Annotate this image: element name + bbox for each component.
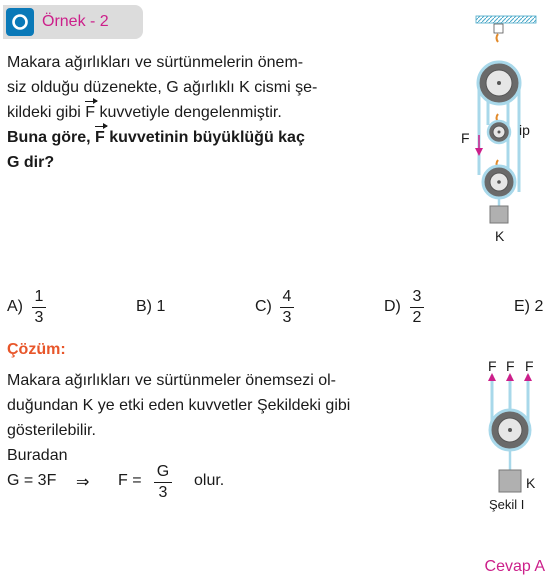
force-arrow-3	[524, 373, 532, 381]
refresh-circle-icon	[11, 13, 29, 31]
example-title: Örnek - 2	[42, 13, 109, 30]
question-prompt-line-1	[7, 125, 317, 150]
equation-suffix: olur.	[194, 472, 225, 489]
top-hook	[497, 34, 499, 42]
equation-left: G = 3F	[7, 472, 57, 489]
example-badge	[6, 8, 34, 36]
solution-line-1: Makara ağırlıkları ve sürtünmeler önemsezi ol-	[7, 372, 337, 389]
solution-line-2: duğundan K ye etki eden kuvvetler Şekildeki gibi	[7, 397, 351, 414]
pulley-system-figure	[462, 10, 552, 260]
question-line-3a: kildeki gibi	[7, 104, 81, 121]
option-a-numerator: 1	[34, 288, 44, 305]
free-body-figure	[470, 355, 550, 500]
force-label-2: F	[506, 358, 515, 374]
option-e-label: E) 2	[514, 298, 544, 315]
equation-denominator: 3	[158, 484, 168, 501]
question-prompt-a: Buna göre,	[7, 129, 91, 146]
force-vector-symbol: F	[85, 100, 95, 125]
question-prompt-line-2: G dir?	[7, 154, 55, 171]
option-c-denominator: 3	[282, 309, 292, 326]
ceiling	[476, 16, 536, 23]
solution-line-3: gösterilebilir.	[7, 422, 96, 439]
question-prompt-b: kuvvetinin büyüklüğü kaç	[109, 129, 305, 146]
question-line-3	[7, 100, 317, 125]
solution-title: Çözüm:	[7, 341, 66, 358]
answer-text: Cevap A	[484, 558, 545, 575]
mass-k-block	[490, 206, 508, 223]
option-c-fraction	[280, 288, 294, 327]
option-c-numerator: 4	[282, 288, 292, 305]
force-arrow-1	[488, 373, 496, 381]
solution-text	[7, 368, 350, 468]
question-line-3b: kuvvetiyle dengelenmiştir.	[99, 104, 282, 121]
option-d-numerator: 3	[412, 288, 422, 305]
question-line-1: Makara ağırlıkları ve sürtünmelerin önem-	[7, 54, 304, 71]
force-label-3: F	[525, 358, 534, 374]
option-a-fraction	[32, 288, 46, 327]
option-d-label: D)	[384, 298, 401, 315]
rope-label-ip: ip	[519, 122, 530, 138]
ceiling-hook-box	[494, 24, 503, 33]
implies-arrow: ⇒	[76, 474, 90, 491]
force-arrow-2	[506, 373, 514, 381]
force-label-f: F	[461, 130, 470, 146]
force-label-1: F	[488, 358, 497, 374]
question-line-2: siz olduğu düzenekte, G ağırlıklı K cismi şe-	[7, 79, 318, 96]
option-d-denominator: 2	[412, 309, 422, 326]
option-d-fraction	[410, 288, 424, 327]
free-body-mass-label: K	[526, 475, 536, 491]
figure-caption: Şekil I	[489, 497, 525, 512]
question-text	[7, 50, 317, 175]
option-c-label: C)	[255, 298, 272, 315]
option-b-label: B) 1	[136, 298, 166, 315]
mass-label-k: K	[495, 228, 505, 244]
equation-numerator: G	[156, 463, 170, 480]
equation-fraction	[154, 463, 172, 502]
equation-f: F =	[118, 472, 142, 489]
solution-line-4: Buradan	[7, 447, 68, 464]
example-header	[3, 5, 143, 39]
option-a-denominator: 3	[34, 309, 44, 326]
option-a-label: A)	[7, 298, 23, 315]
force-vector-symbol-2: F	[95, 125, 105, 150]
free-body-mass-k	[499, 470, 521, 492]
